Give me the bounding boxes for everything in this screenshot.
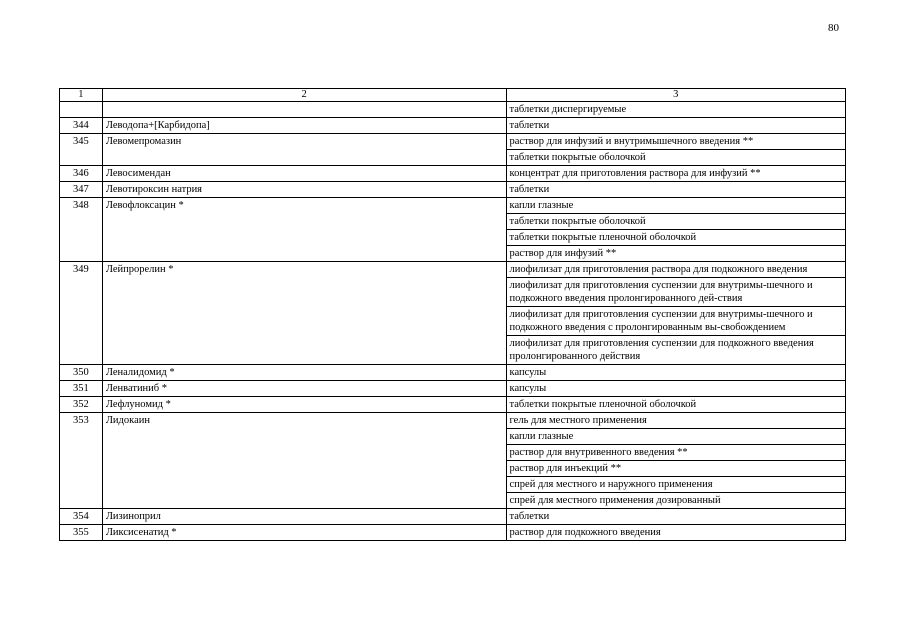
drug-name: Ликсисенатид * (102, 525, 506, 541)
item-number: 347 (60, 182, 103, 198)
dosage-form: таблетки покрытые оболочкой (506, 150, 845, 166)
drug-name: Лейпрорелин * (102, 262, 506, 365)
dosage-form: таблетки покрытые оболочкой (506, 214, 845, 230)
page-number: 80 (828, 22, 839, 34)
dosage-form: таблетки (506, 182, 845, 198)
item-number: 345 (60, 134, 103, 166)
drug-table (59, 88, 846, 541)
dosage-form: лиофилизат для приготовления раствора для подкожного введения (506, 262, 845, 278)
drug-name: Левосимендан (102, 166, 506, 182)
dosage-form: спрей для местного применения дозированный (506, 493, 845, 509)
dosage-form: лиофилизат для приготовления суспензии для внутримы-шечного и подкожного введения с пролонгированным вы-свобождением (506, 307, 845, 336)
item-number: 351 (60, 381, 103, 397)
dosage-form: капли глазные (506, 198, 845, 214)
dosage-form: таблетки покрытые пленочной оболочкой (506, 397, 845, 413)
item-number: 348 (60, 198, 103, 262)
dosage-form: лиофилизат для приготовления суспензии для внутримы-шечного и подкожного введения пролонгированного дей-ствия (506, 278, 845, 307)
dosage-form: концентрат для приготовления раствора для инфузий ** (506, 166, 845, 182)
table-row (60, 198, 846, 214)
table-row (60, 182, 846, 198)
item-number: 350 (60, 365, 103, 381)
drug-name: Левомепромазин (102, 134, 506, 166)
table-row (60, 262, 846, 278)
dosage-form: таблетки диспергируемые (506, 102, 845, 118)
dosage-form: спрей для местного и наружного применения (506, 477, 845, 493)
drug-name: Леводопа+[Карбидопа] (102, 118, 506, 134)
table-row (60, 102, 846, 118)
dosage-form: раствор для инъекций ** (506, 461, 845, 477)
dosage-form: капсулы (506, 365, 845, 381)
drug-name: Леналидомид * (102, 365, 506, 381)
drug-name: Лефлуномид * (102, 397, 506, 413)
column-header: 3 (506, 89, 845, 102)
column-header: 2 (102, 89, 506, 102)
item-number (60, 102, 103, 118)
drug-name: Лизиноприл (102, 509, 506, 525)
table-row (60, 134, 846, 150)
dosage-form: раствор для подкожного введения (506, 525, 845, 541)
table-row (60, 509, 846, 525)
dosage-form: таблетки (506, 509, 845, 525)
dosage-form: таблетки (506, 118, 845, 134)
column-header: 1 (60, 89, 103, 102)
dosage-form: капли глазные (506, 429, 845, 445)
item-number: 344 (60, 118, 103, 134)
drug-name: Ленватиниб * (102, 381, 506, 397)
table-row (60, 413, 846, 429)
drug-name: Левофлоксацин * (102, 198, 506, 262)
table-row (60, 525, 846, 541)
drug-name: Левотироксин натрия (102, 182, 506, 198)
dosage-form: капсулы (506, 381, 845, 397)
dosage-form: лиофилизат для приготовления суспензии для подкожного введения пролонгированного действия (506, 336, 845, 365)
item-number: 349 (60, 262, 103, 365)
item-number: 355 (60, 525, 103, 541)
table-row (60, 166, 846, 182)
table-row (60, 381, 846, 397)
table-header-row (60, 89, 846, 102)
drug-name (102, 102, 506, 118)
table-row (60, 118, 846, 134)
dosage-form: раствор для инфузий ** (506, 246, 845, 262)
dosage-form: гель для местного применения (506, 413, 845, 429)
item-number: 354 (60, 509, 103, 525)
dosage-form: таблетки покрытые пленочной оболочкой (506, 230, 845, 246)
item-number: 352 (60, 397, 103, 413)
dosage-form: раствор для инфузий и внутримышечного введения ** (506, 134, 845, 150)
table-row (60, 365, 846, 381)
table-row (60, 397, 846, 413)
item-number: 346 (60, 166, 103, 182)
item-number: 353 (60, 413, 103, 509)
drug-name: Лидокаин (102, 413, 506, 509)
dosage-form: раствор для внутривенного введения ** (506, 445, 845, 461)
